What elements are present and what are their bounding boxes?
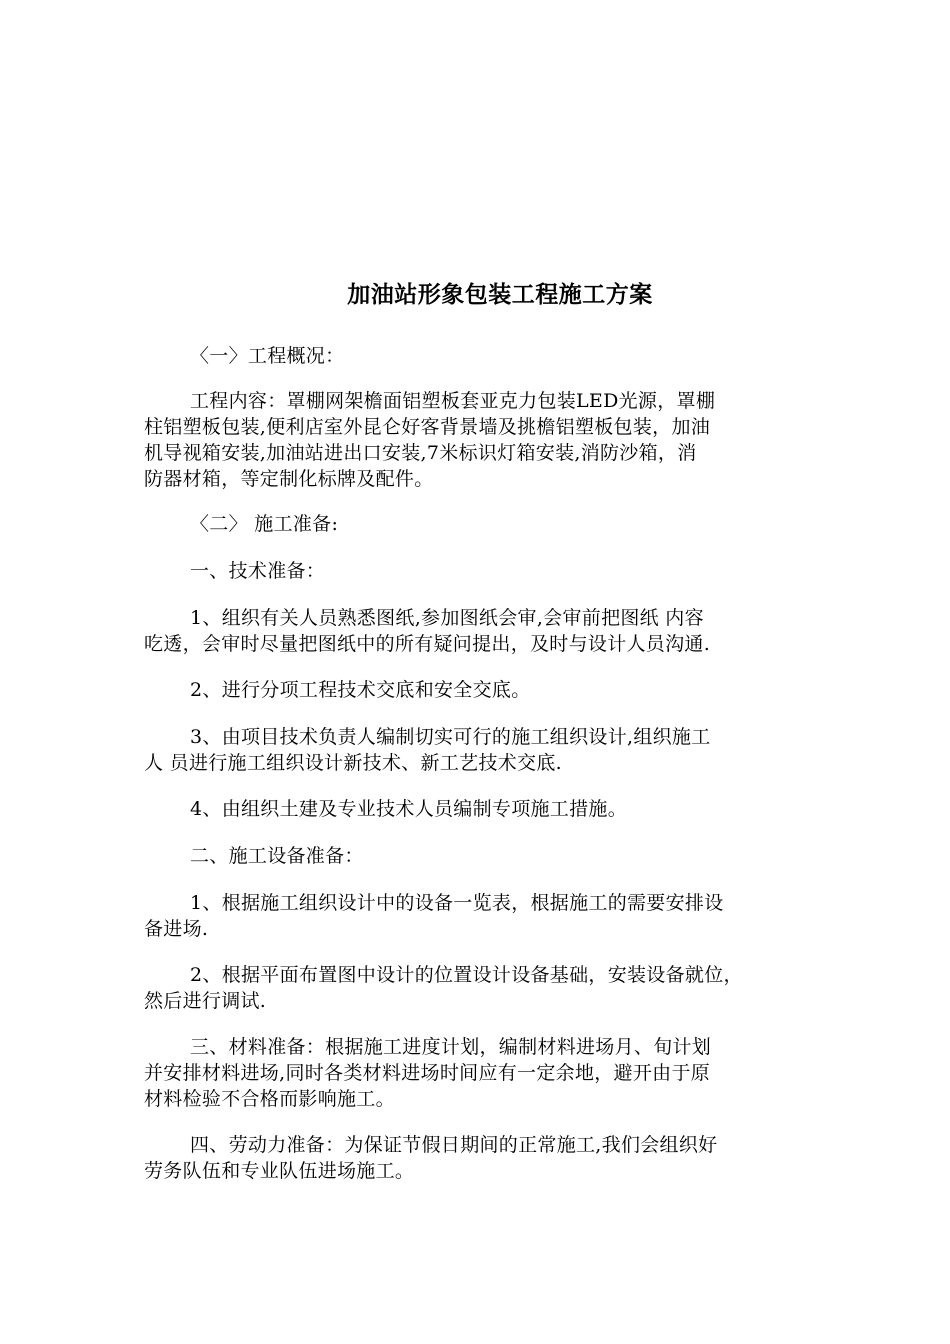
section-heading-overview	[144, 343, 814, 369]
text-line: 柱铝塑板包装,便利店室外昆仑好客背景墙及挑檐铝塑板包装，加油	[144, 416, 711, 438]
subheading-technical-preparation	[144, 558, 814, 584]
paragraph-project-content	[144, 388, 814, 492]
paragraph-equipment-item-1	[144, 890, 814, 942]
text-line: 2、进行分项工程技术交底和安全交底。	[190, 679, 531, 701]
text-line: 四、劳动力准备：为保证节假日期间的正常施工,我们会组织好	[190, 1134, 718, 1156]
paragraph-technical-item-1	[144, 605, 814, 657]
paragraph-labor-preparation	[144, 1132, 814, 1184]
text-line: 1、根据施工组织设计中的设备一览表，根据施工的需要安排设	[190, 892, 724, 914]
text-line: 一、技术准备：	[190, 560, 326, 582]
paragraph-technical-item-3	[144, 724, 814, 776]
text-line: 3、由项目技术负责人编制切实可行的施工组织设计,组织施工	[190, 726, 711, 748]
text-line: 人 员进行施工组织设计新技术、新工艺技术交底.	[144, 752, 562, 774]
text-line: 二、施工设备准备：	[190, 845, 364, 867]
text-line: 2、根据平面布置图中设计的位置设计设备基础，安装设备就位，	[190, 964, 743, 986]
text-line: 材料检验不合格而影响施工。	[144, 1088, 395, 1110]
text-line: 并安排材料进场,同时各类材料进场时间应有一定余地，避开由于原	[144, 1062, 711, 1084]
paragraph-equipment-item-2	[144, 962, 814, 1014]
text-line: 机导视箱安装,加油站进出口安装,7米标识灯箱安装,消防沙箱，消	[144, 442, 697, 464]
text-line: 三、材料准备：根据施工进度计划，编制材料进场月、旬计划	[190, 1036, 712, 1058]
document-title: 加油站形象包装工程施工方案	[347, 281, 653, 308]
text-line: 1、组织有关人员熟悉图纸,参加图纸会审,会审前把图纸 内容	[190, 607, 704, 629]
paragraph-material-preparation	[144, 1034, 814, 1112]
text-line: 〈一〉工程概况：	[190, 345, 345, 367]
text-line: 劳务队伍和专业队伍进场施工。	[144, 1160, 415, 1182]
subheading-equipment-preparation	[144, 843, 814, 869]
text-line: 4、由组织土建及专业技术人员编制专项施工措施。	[190, 798, 627, 820]
paragraph-technical-item-2	[144, 677, 814, 703]
text-line: 〈二〉 施工准备:	[190, 513, 339, 535]
paragraph-technical-item-4	[144, 796, 814, 822]
text-line: 备进场.	[144, 918, 209, 940]
text-line: 吃透，会审时尽量把图纸中的所有疑问提出，及时与设计人员沟通.	[144, 633, 711, 655]
text-line: 然后进行调试.	[144, 990, 267, 1012]
text-line: 工程内容：罩棚网架檐面铝塑板套亚克力包装LED光源，罩棚	[190, 390, 716, 412]
text-line: 防器材箱，等定制化标牌及配件。	[144, 468, 434, 490]
section-heading-preparation	[144, 511, 814, 537]
